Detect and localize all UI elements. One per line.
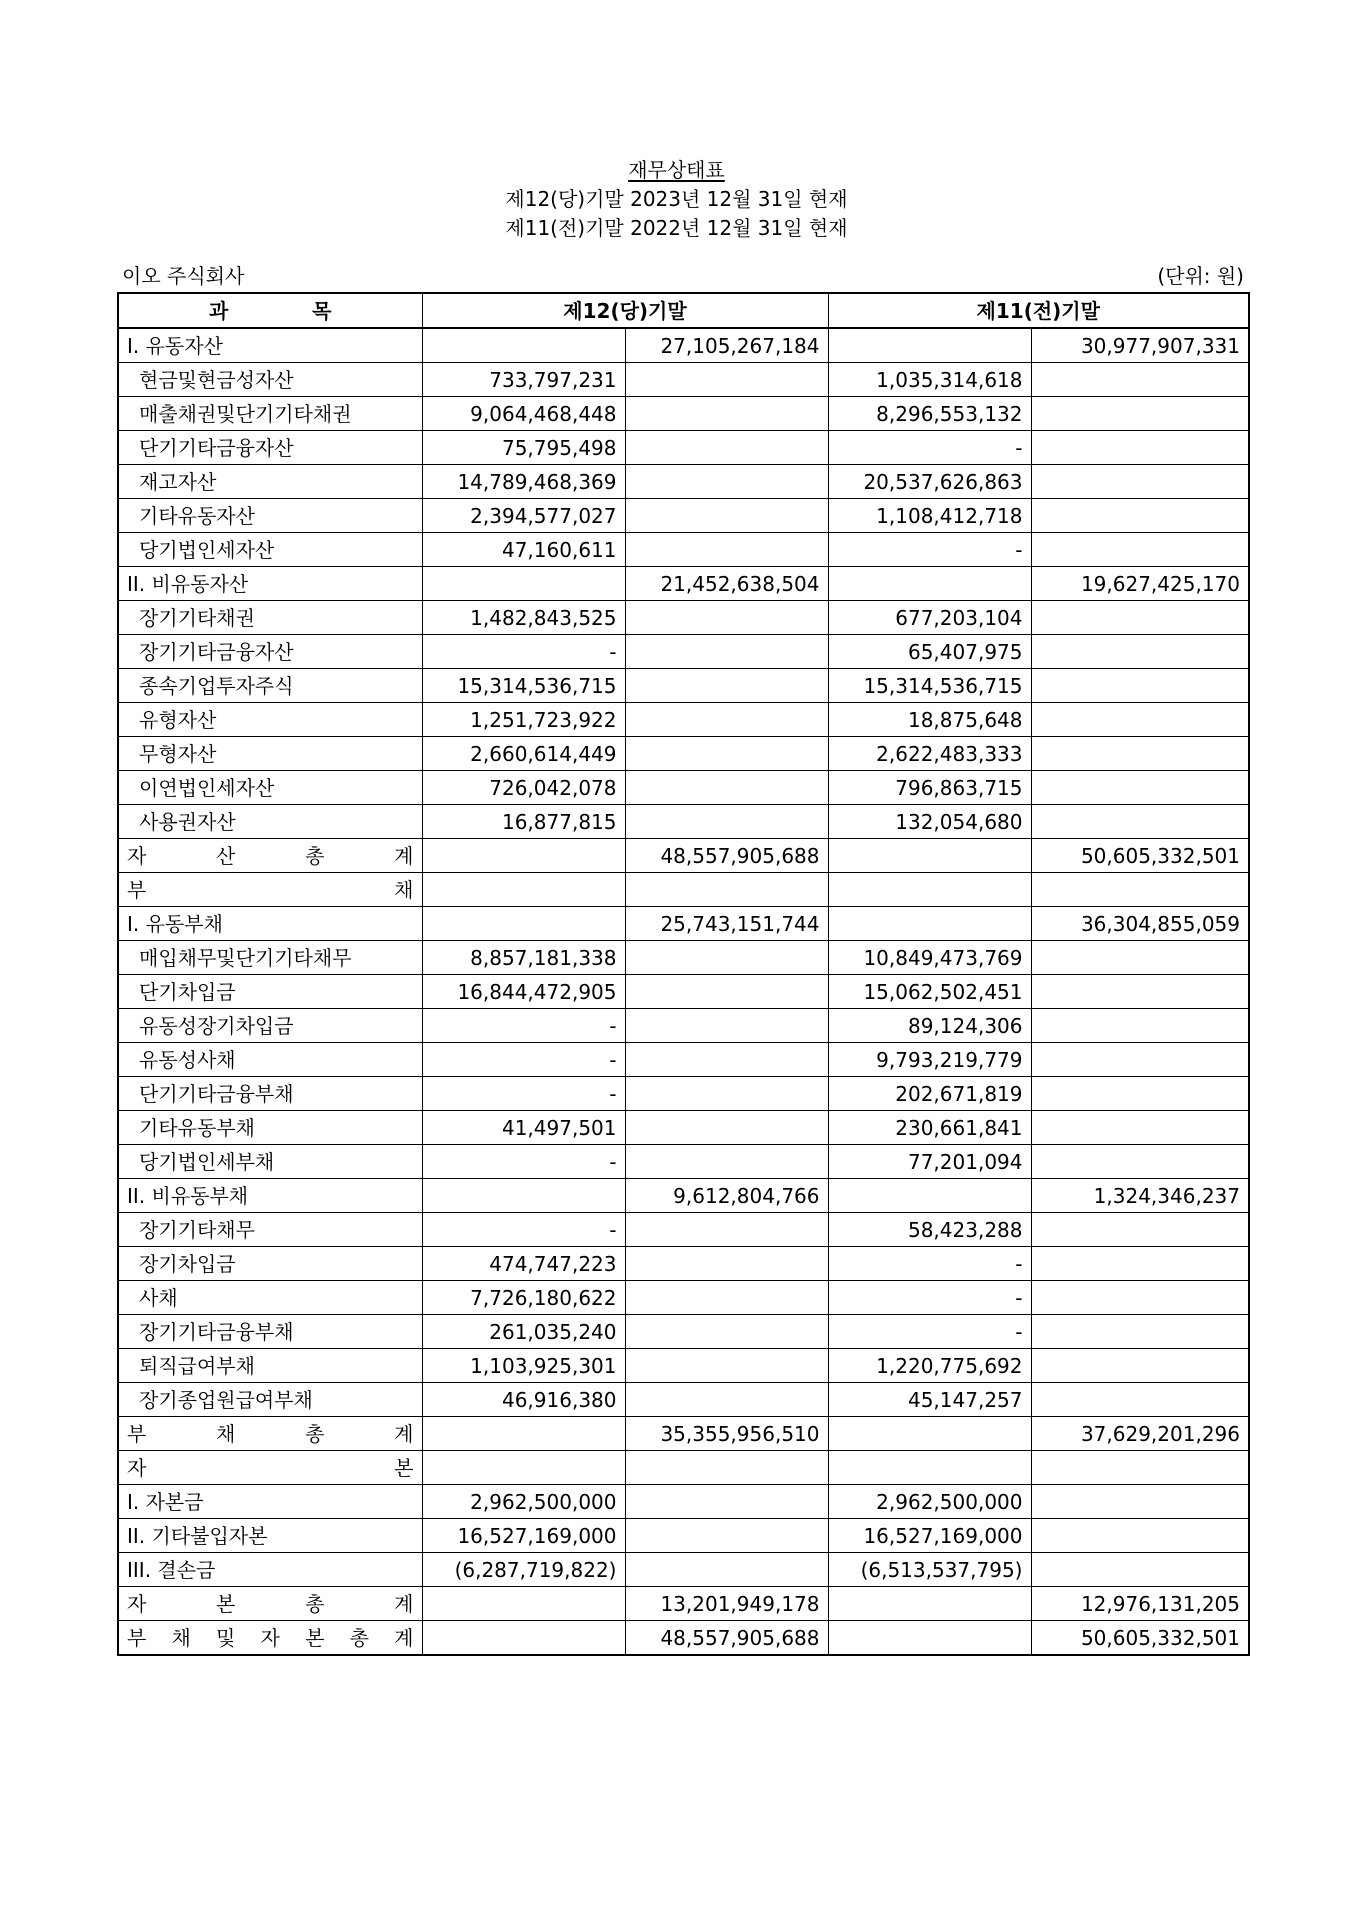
- label-char: 자: [127, 843, 147, 868]
- current-detail-value: 2,962,500,000: [422, 1485, 625, 1519]
- prior-detail-value: -: [828, 1247, 1031, 1281]
- prior-total-value: 36,304,855,059: [1031, 907, 1249, 941]
- prior-detail-value: 77,201,094: [828, 1145, 1031, 1179]
- current-detail-value: [422, 1621, 625, 1656]
- period-prior: 제11(전)기말 2022년 12월 31일 현재: [505, 216, 848, 240]
- prior-detail-value: 15,062,502,451: [828, 975, 1031, 1009]
- prior-total-value: [1031, 1213, 1249, 1247]
- label-char: 본: [216, 1591, 236, 1616]
- table-row: [118, 839, 1249, 873]
- current-total-value: 21,452,638,504: [625, 567, 828, 601]
- current-total-value: [625, 1043, 828, 1077]
- current-total-value: [625, 1315, 828, 1349]
- account-label: 장기기타채무: [118, 1213, 422, 1247]
- label-char: 총: [349, 1625, 369, 1650]
- table-row: [118, 1009, 1249, 1043]
- current-detail-value: 16,844,472,905: [422, 975, 625, 1009]
- table-row: [118, 669, 1249, 703]
- prior-total-value: [1031, 1349, 1249, 1383]
- prior-detail-value: 15,314,536,715: [828, 669, 1031, 703]
- account-label: [118, 1451, 422, 1485]
- table-row: [118, 737, 1249, 771]
- current-total-value: [625, 1281, 828, 1315]
- current-total-value: [625, 601, 828, 635]
- current-detail-value: 41,497,501: [422, 1111, 625, 1145]
- account-label: 장기기타금융부채: [118, 1315, 422, 1349]
- current-detail-value: 474,747,223: [422, 1247, 625, 1281]
- prior-detail-value: 2,622,483,333: [828, 737, 1031, 771]
- current-detail-value: 9,064,468,448: [422, 397, 625, 431]
- prior-total-value: [1031, 1009, 1249, 1043]
- table-row: [118, 601, 1249, 635]
- prior-detail-value: 16,527,169,000: [828, 1519, 1031, 1553]
- table-body: [118, 328, 1249, 1655]
- account-label: 장기차입금: [118, 1247, 422, 1281]
- current-detail-value: [422, 1179, 625, 1213]
- prior-detail-value: 202,671,819: [828, 1077, 1031, 1111]
- account-label: I. 유동부채: [118, 907, 422, 941]
- current-total-value: [625, 771, 828, 805]
- account-header-char: 목: [312, 298, 332, 323]
- current-detail-value: 2,660,614,449: [422, 737, 625, 771]
- account-label: 종속기업투자주식: [118, 669, 422, 703]
- table-row: [118, 328, 1249, 363]
- account-label: 장기종업원급여부채: [118, 1383, 422, 1417]
- current-detail-value: [422, 328, 625, 363]
- prior-total-value: [1031, 1111, 1249, 1145]
- account-label: [118, 1417, 422, 1451]
- current-total-value: [625, 1111, 828, 1145]
- account-label: [118, 873, 422, 907]
- prior-detail-value: 45,147,257: [828, 1383, 1031, 1417]
- meta-line: [120, 262, 1248, 290]
- prior-detail-value: [828, 1179, 1031, 1213]
- current-detail-value: -: [422, 1009, 625, 1043]
- label-char: 본: [394, 1455, 414, 1480]
- label-char: 계: [394, 1625, 414, 1650]
- label-char: 계: [394, 1421, 414, 1446]
- prior-detail-value: [828, 839, 1031, 873]
- current-detail-value: 8,857,181,338: [422, 941, 625, 975]
- prior-detail-value: [828, 1621, 1031, 1656]
- current-total-value: [625, 703, 828, 737]
- label-char: 계: [394, 843, 414, 868]
- current-total-value: [625, 941, 828, 975]
- current-total-value: [625, 397, 828, 431]
- prior-detail-value: -: [828, 533, 1031, 567]
- prior-detail-value: 89,124,306: [828, 1009, 1031, 1043]
- prior-detail-value: (6,513,537,795): [828, 1553, 1031, 1587]
- label-char: 본: [305, 1625, 325, 1650]
- current-total-value: [625, 1145, 828, 1179]
- prior-total-value: [1031, 941, 1249, 975]
- account-label: 재고자산: [118, 465, 422, 499]
- account-label: 단기기타금융자산: [118, 431, 422, 465]
- prior-total-value: [1031, 1383, 1249, 1417]
- prior-detail-value: [828, 1417, 1031, 1451]
- current-total-value: 25,743,151,744: [625, 907, 828, 941]
- prior-total-value: 12,976,131,205: [1031, 1587, 1249, 1621]
- current-total-value: [625, 1077, 828, 1111]
- current-detail-value: -: [422, 1213, 625, 1247]
- prior-total-value: [1031, 397, 1249, 431]
- prior-total-value: [1031, 1451, 1249, 1485]
- current-detail-value: 261,035,240: [422, 1315, 625, 1349]
- table-row: [118, 567, 1249, 601]
- prior-total-value: 19,627,425,170: [1031, 567, 1249, 601]
- current-total-value: 9,612,804,766: [625, 1179, 828, 1213]
- current-detail-value: -: [422, 635, 625, 669]
- table-row: [118, 703, 1249, 737]
- table-row: [118, 873, 1249, 907]
- prior-total-value: [1031, 771, 1249, 805]
- label-char: 산: [216, 843, 236, 868]
- account-label: 퇴직급여부채: [118, 1349, 422, 1383]
- prior-detail-value: 8,296,553,132: [828, 397, 1031, 431]
- account-column-header: [118, 293, 422, 328]
- current-total-value: [625, 1485, 828, 1519]
- current-total-value: [625, 1247, 828, 1281]
- table-row: [118, 431, 1249, 465]
- account-label: 장기기타금융자산: [118, 635, 422, 669]
- current-total-value: [625, 533, 828, 567]
- prior-detail-value: -: [828, 1315, 1031, 1349]
- prior-detail-value: [828, 873, 1031, 907]
- table-row: [118, 771, 1249, 805]
- prior-total-value: [1031, 1485, 1249, 1519]
- table-row: [118, 1383, 1249, 1417]
- table-row: [118, 1077, 1249, 1111]
- current-total-value: [625, 1383, 828, 1417]
- prior-total-value: [1031, 1553, 1249, 1587]
- account-label: [118, 1587, 422, 1621]
- prior-detail-value: 132,054,680: [828, 805, 1031, 839]
- current-detail-value: [422, 1587, 625, 1621]
- current-total-value: 48,557,905,688: [625, 1621, 828, 1656]
- prior-total-value: [1031, 873, 1249, 907]
- current-detail-value: [422, 567, 625, 601]
- prior-total-value: [1031, 1145, 1249, 1179]
- current-detail-value: -: [422, 1043, 625, 1077]
- current-total-value: [625, 1349, 828, 1383]
- table-row: [118, 1043, 1249, 1077]
- table-row: [118, 1621, 1249, 1656]
- table-row: [118, 1485, 1249, 1519]
- current-detail-value: 75,795,498: [422, 431, 625, 465]
- prior-detail-value: 796,863,715: [828, 771, 1031, 805]
- prior-detail-value: 1,035,314,618: [828, 363, 1031, 397]
- current-total-value: [625, 635, 828, 669]
- account-label: 기타유동자산: [118, 499, 422, 533]
- table-row: [118, 805, 1249, 839]
- account-label: 현금및현금성자산: [118, 363, 422, 397]
- account-label: 당기법인세자산: [118, 533, 422, 567]
- prior-total-value: [1031, 975, 1249, 1009]
- account-label: 단기차입금: [118, 975, 422, 1009]
- label-char: 부: [127, 877, 147, 902]
- account-label: 무형자산: [118, 737, 422, 771]
- prior-total-value: [1031, 703, 1249, 737]
- prior-total-value: [1031, 635, 1249, 669]
- current-total-value: [625, 465, 828, 499]
- prior-detail-value: [828, 907, 1031, 941]
- current-total-value: [625, 431, 828, 465]
- current-detail-value: 46,916,380: [422, 1383, 625, 1417]
- prior-total-value: [1031, 1077, 1249, 1111]
- current-total-value: [625, 737, 828, 771]
- account-label: II. 비유동자산: [118, 567, 422, 601]
- account-label: 사용권자산: [118, 805, 422, 839]
- table-row: [118, 465, 1249, 499]
- table-row: [118, 1145, 1249, 1179]
- current-total-value: [625, 873, 828, 907]
- account-label: 단기기타금융부채: [118, 1077, 422, 1111]
- current-detail-value: (6,287,719,822): [422, 1553, 625, 1587]
- current-total-value: [625, 1519, 828, 1553]
- current-detail-value: 47,160,611: [422, 533, 625, 567]
- table-row: [118, 1553, 1249, 1587]
- table-row: [118, 1417, 1249, 1451]
- table-row: [118, 1349, 1249, 1383]
- current-detail-value: -: [422, 1077, 625, 1111]
- table-header-row: [118, 293, 1249, 328]
- table-row: [118, 907, 1249, 941]
- current-detail-value: -: [422, 1145, 625, 1179]
- prior-total-value: [1031, 1519, 1249, 1553]
- table-row: [118, 533, 1249, 567]
- prior-total-value: [1031, 1281, 1249, 1315]
- prior-detail-value: [828, 567, 1031, 601]
- account-label: I. 자본금: [118, 1485, 422, 1519]
- prior-total-value: 50,605,332,501: [1031, 839, 1249, 873]
- label-char: 총: [305, 1421, 325, 1446]
- prior-detail-value: [828, 1587, 1031, 1621]
- table-row: [118, 397, 1249, 431]
- account-label: II. 기타불입자본: [118, 1519, 422, 1553]
- prior-detail-value: -: [828, 431, 1031, 465]
- label-char: 채: [394, 877, 414, 902]
- current-total-value: [625, 975, 828, 1009]
- account-label: 이연법인세자산: [118, 771, 422, 805]
- current-total-value: [625, 363, 828, 397]
- prior-detail-value: -: [828, 1281, 1031, 1315]
- prior-total-value: [1031, 601, 1249, 635]
- balance-sheet-table: [117, 292, 1250, 1656]
- label-char: 자: [127, 1591, 147, 1616]
- table-row: [118, 975, 1249, 1009]
- label-char: 계: [394, 1591, 414, 1616]
- label-char: 채: [216, 1421, 236, 1446]
- prior-total-value: [1031, 737, 1249, 771]
- account-label: II. 비유동부채: [118, 1179, 422, 1213]
- table-row: [118, 1587, 1249, 1621]
- current-detail-value: [422, 1417, 625, 1451]
- account-label: III. 결손금: [118, 1553, 422, 1587]
- current-detail-value: 1,482,843,525: [422, 601, 625, 635]
- account-header-char: 과: [209, 298, 229, 323]
- prior-detail-value: 65,407,975: [828, 635, 1031, 669]
- prior-total-value: [1031, 499, 1249, 533]
- company-name: 이오 주식회사: [122, 264, 245, 288]
- prior-total-value: [1031, 363, 1249, 397]
- current-total-value: [625, 1009, 828, 1043]
- prior-detail-value: 677,203,104: [828, 601, 1031, 635]
- table-row: [118, 1247, 1249, 1281]
- prior-total-value: [1031, 1043, 1249, 1077]
- prior-detail-value: 230,661,841: [828, 1111, 1031, 1145]
- current-detail-value: 733,797,231: [422, 363, 625, 397]
- current-total-value: 48,557,905,688: [625, 839, 828, 873]
- current-detail-value: 14,789,468,369: [422, 465, 625, 499]
- prior-total-value: 50,605,332,501: [1031, 1621, 1249, 1656]
- current-total-value: [625, 669, 828, 703]
- account-label: 사채: [118, 1281, 422, 1315]
- label-char: 총: [305, 1591, 325, 1616]
- unit-label: (단위: 원): [1157, 264, 1244, 288]
- label-char: 자: [260, 1625, 280, 1650]
- current-period-header: 제12(당)기말: [422, 293, 828, 328]
- table-row: [118, 499, 1249, 533]
- prior-detail-value: 9,793,219,779: [828, 1043, 1031, 1077]
- current-total-value: 35,355,956,510: [625, 1417, 828, 1451]
- current-detail-value: 726,042,078: [422, 771, 625, 805]
- table-row: [118, 635, 1249, 669]
- label-char: 및: [216, 1625, 236, 1650]
- label-char: 부: [127, 1421, 147, 1446]
- prior-total-value: 1,324,346,237: [1031, 1179, 1249, 1213]
- prior-total-value: [1031, 669, 1249, 703]
- prior-total-value: 30,977,907,331: [1031, 328, 1249, 363]
- current-total-value: 13,201,949,178: [625, 1587, 828, 1621]
- current-detail-value: 1,251,723,922: [422, 703, 625, 737]
- current-detail-value: [422, 873, 625, 907]
- label-char: 부: [127, 1625, 147, 1650]
- current-total-value: [625, 499, 828, 533]
- table-row: [118, 1179, 1249, 1213]
- period-current: 제12(당)기말 2023년 12월 31일 현재: [505, 187, 848, 211]
- account-label: 기타유동부채: [118, 1111, 422, 1145]
- account-label: 매입채무및단기기타채무: [118, 941, 422, 975]
- prior-total-value: [1031, 1247, 1249, 1281]
- table-row: [118, 1213, 1249, 1247]
- current-detail-value: [422, 907, 625, 941]
- prior-total-value: [1031, 805, 1249, 839]
- prior-detail-value: 20,537,626,863: [828, 465, 1031, 499]
- current-total-value: [625, 1553, 828, 1587]
- current-detail-value: 2,394,577,027: [422, 499, 625, 533]
- current-total-value: [625, 1213, 828, 1247]
- account-label: 유형자산: [118, 703, 422, 737]
- current-total-value: [625, 1451, 828, 1485]
- current-total-value: [625, 805, 828, 839]
- statement-title: 재무상태표: [628, 158, 725, 182]
- prior-period-header: 제11(전)기말: [828, 293, 1249, 328]
- account-label: [118, 839, 422, 873]
- current-detail-value: 7,726,180,622: [422, 1281, 625, 1315]
- table-row: [118, 941, 1249, 975]
- prior-total-value: [1031, 533, 1249, 567]
- current-detail-value: 16,527,169,000: [422, 1519, 625, 1553]
- account-label: [118, 1621, 422, 1656]
- prior-detail-value: 10,849,473,769: [828, 941, 1031, 975]
- account-label: 유동성장기차입금: [118, 1009, 422, 1043]
- prior-detail-value: 2,962,500,000: [828, 1485, 1031, 1519]
- label-char: 채: [171, 1625, 191, 1650]
- current-detail-value: [422, 839, 625, 873]
- prior-detail-value: 1,220,775,692: [828, 1349, 1031, 1383]
- current-detail-value: 1,103,925,301: [422, 1349, 625, 1383]
- table-row: [118, 1519, 1249, 1553]
- table-row: [118, 363, 1249, 397]
- account-label: 당기법인세부채: [118, 1145, 422, 1179]
- prior-total-value: [1031, 1315, 1249, 1349]
- prior-total-value: 37,629,201,296: [1031, 1417, 1249, 1451]
- account-label: 매출채권및단기기타채권: [118, 397, 422, 431]
- label-char: 총: [305, 843, 325, 868]
- prior-detail-value: 58,423,288: [828, 1213, 1031, 1247]
- table-row: [118, 1315, 1249, 1349]
- prior-detail-value: 1,108,412,718: [828, 499, 1031, 533]
- table-row: [118, 1111, 1249, 1145]
- account-label: 장기기타채권: [118, 601, 422, 635]
- prior-detail-value: 18,875,648: [828, 703, 1031, 737]
- current-total-value: 27,105,267,184: [625, 328, 828, 363]
- current-detail-value: 16,877,815: [422, 805, 625, 839]
- prior-detail-value: [828, 328, 1031, 363]
- prior-total-value: [1031, 465, 1249, 499]
- current-detail-value: 15,314,536,715: [422, 669, 625, 703]
- label-char: 자: [127, 1455, 147, 1480]
- account-label: I. 유동자산: [118, 328, 422, 363]
- title-block: [0, 156, 1353, 243]
- account-label: 유동성사채: [118, 1043, 422, 1077]
- prior-total-value: [1031, 431, 1249, 465]
- prior-detail-value: [828, 1451, 1031, 1485]
- current-detail-value: [422, 1451, 625, 1485]
- table-row: [118, 1281, 1249, 1315]
- table-row: [118, 1451, 1249, 1485]
